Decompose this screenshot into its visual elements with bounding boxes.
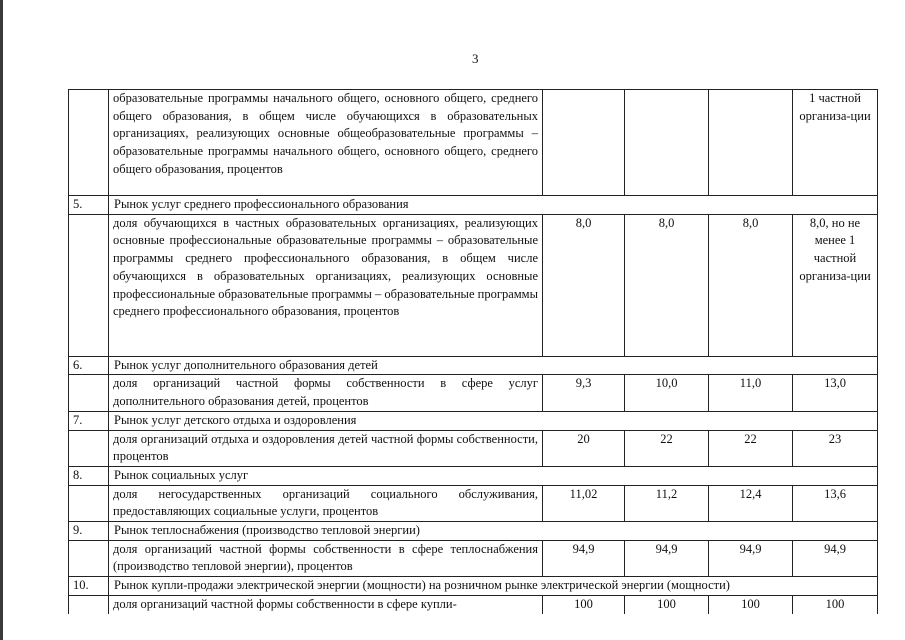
indicator-value-4: 1 частной организа-ции [793,90,878,196]
section-row [69,411,878,430]
scan-left-edge [0,0,3,640]
indicator-value-4: 13,6 [793,485,878,521]
table-row [69,430,878,466]
table-row [69,595,878,613]
section-number: 5. [69,196,109,215]
indicator-value-3: 100 [709,595,793,613]
indicator-description: доля организаций частной формы собственности в сфере купли- [109,595,543,613]
indicator-value-4: 100 [793,595,878,613]
indicator-value-1: 9,3 [543,375,625,411]
indicator-value-1: 8,0 [543,214,625,356]
indicator-value-1: 94,9 [543,540,625,576]
row-number-cell [69,485,109,521]
row-number-cell [69,90,109,196]
section-row [69,466,878,485]
section-number: 8. [69,466,109,485]
section-title: Рынок услуг среднего профессионального образования [109,196,878,215]
indicator-value-3: 94,9 [709,540,793,576]
section-number: 9. [69,522,109,541]
row-number-cell [69,595,109,613]
table-row [69,90,878,196]
row-number-cell [69,430,109,466]
indicator-value-2: 8,0 [625,214,709,356]
indicator-description: образовательные программы начального общего, основного общего, среднего общего образования, в общем числе обучающихся в образовательных организациях, реализующих основные общеобразовательные программы – образовательные программы начального общего, основного общего, среднего общего образования, процентов [109,90,543,196]
indicator-value-4: 94,9 [793,540,878,576]
section-number: 10. [69,577,109,596]
section-title: Рынок теплоснабжения (производство тепловой энергии) [109,522,878,541]
indicator-value-1: 100 [543,595,625,613]
indicator-description: доля организаций частной формы собственности в сфере услуг дополнительного образования детей, процентов [109,375,543,411]
row-number-cell [69,214,109,356]
page-number: 3 [472,51,479,66]
indicator-description: доля организаций частной формы собственности в сфере теплоснабжения (производство тепловой энергии), процентов [109,540,543,576]
indicator-value-3: 22 [709,430,793,466]
indicator-value-3: 11,0 [709,375,793,411]
table-row [69,485,878,521]
section-title: Рынок купли-продажи электрической энергии (мощности) на розничном рынке электрической энергии (мощности) [109,577,878,596]
indicator-value-2 [625,90,709,196]
section-row [69,522,878,541]
section-number: 7. [69,411,109,430]
section-title: Рынок социальных услуг [109,466,878,485]
row-number-cell [69,540,109,576]
indicator-value-4: 8,0, но не менее 1 частной организа-ции [793,214,878,356]
indicator-value-2: 11,2 [625,485,709,521]
indicator-value-1 [543,90,625,196]
indicators-table [68,89,878,614]
indicator-description: доля организаций отдыха и оздоровления детей частной формы собственности, процентов [109,430,543,466]
indicator-value-2: 10,0 [625,375,709,411]
section-row [69,196,878,215]
section-number: 6. [69,356,109,375]
table-row [69,540,878,576]
table-row [69,375,878,411]
section-row [69,356,878,375]
indicator-description: доля негосударственных организаций социального обслуживания, предоставляющих социальные услуги, процентов [109,485,543,521]
indicator-value-2: 100 [625,595,709,613]
indicator-value-2: 94,9 [625,540,709,576]
section-title: Рынок услуг дополнительного образования детей [109,356,878,375]
section-row [69,577,878,596]
indicator-value-1: 20 [543,430,625,466]
indicator-value-1: 11,02 [543,485,625,521]
indicator-value-3 [709,90,793,196]
indicator-value-4: 23 [793,430,878,466]
indicator-value-3: 8,0 [709,214,793,356]
row-number-cell [69,375,109,411]
indicator-value-4: 13,0 [793,375,878,411]
indicator-value-3: 12,4 [709,485,793,521]
indicator-value-2: 22 [625,430,709,466]
indicator-description: доля обучающихся в частных образовательных организациях, реализующих основные профессиональные образовательные программы – образовательные программы среднего профессионального образования, в общем числе обучающихся в образовательных организациях, реализующих основные профессиональные образовательные программы – образовательные программы среднего профессионального образования, процентов [109,214,543,356]
table-row [69,214,878,356]
section-title: Рынок услуг детского отдыха и оздоровления [109,411,878,430]
